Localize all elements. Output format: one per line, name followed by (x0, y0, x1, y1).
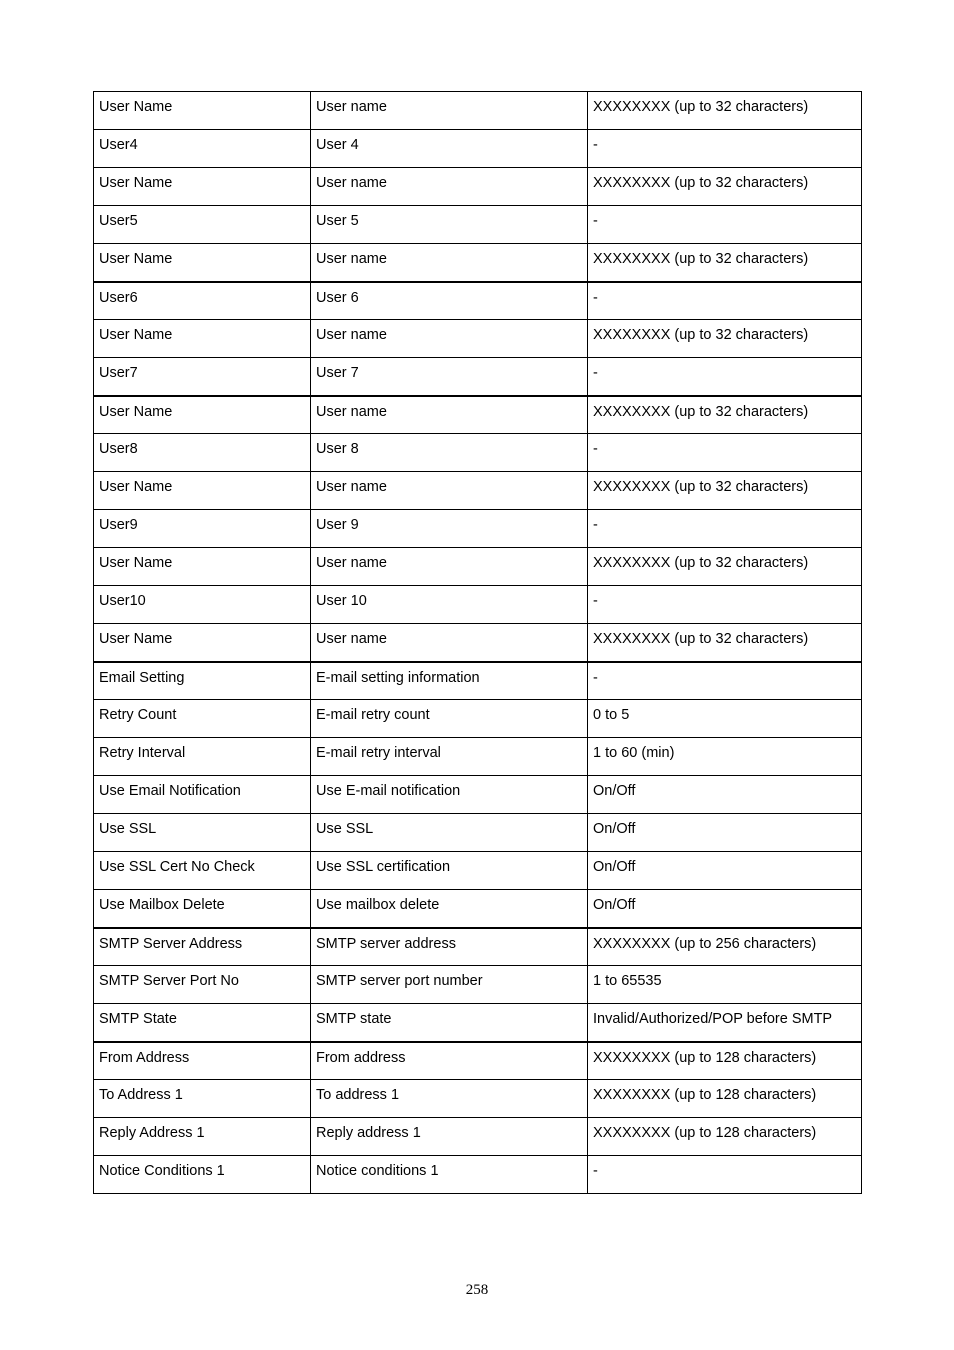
item-cell: User Name (94, 624, 311, 662)
item-cell: User7 (94, 358, 311, 396)
item-cell: SMTP Server Address (94, 928, 311, 966)
value-cell: XXXXXXXX (up to 32 characters) (588, 548, 862, 586)
item-cell: Use SSL Cert No Check (94, 852, 311, 890)
value-cell: On/Off (588, 814, 862, 852)
table-row (94, 206, 862, 244)
value-cell: - (588, 1156, 862, 1194)
table-row (94, 282, 862, 320)
description-cell: User 9 (311, 510, 588, 548)
item-cell: User Name (94, 472, 311, 510)
item-cell: Use Email Notification (94, 776, 311, 814)
table-row (94, 1118, 862, 1156)
description-cell: SMTP server address (311, 928, 588, 966)
item-cell: Use SSL (94, 814, 311, 852)
table-row (94, 890, 862, 928)
value-cell: XXXXXXXX (up to 32 characters) (588, 624, 862, 662)
description-cell: Notice conditions 1 (311, 1156, 588, 1194)
page-number: 258 (465, 1282, 489, 1298)
description-cell: User name (311, 320, 588, 358)
table-row (94, 814, 862, 852)
description-cell: User name (311, 244, 588, 282)
value-cell: XXXXXXXX (up to 32 characters) (588, 92, 862, 130)
item-cell: User9 (94, 510, 311, 548)
description-cell: User name (311, 396, 588, 434)
description-cell: User 6 (311, 282, 588, 320)
table-row (94, 966, 862, 1004)
value-cell: On/Off (588, 890, 862, 928)
value-cell: Invalid/Authorized/POP before SMTP (588, 1004, 862, 1042)
table-row (94, 928, 862, 966)
item-cell: User Name (94, 320, 311, 358)
description-cell: User name (311, 624, 588, 662)
description-cell: E-mail retry count (311, 700, 588, 738)
table-row (94, 624, 862, 662)
value-cell: XXXXXXXX (up to 128 characters) (588, 1118, 862, 1156)
value-cell: XXXXXXXX (up to 256 characters) (588, 928, 862, 966)
value-cell: - (588, 434, 862, 472)
table-row (94, 776, 862, 814)
item-cell: Retry Interval (94, 738, 311, 776)
value-cell: 1 to 60 (min) (588, 738, 862, 776)
item-cell: User Name (94, 92, 311, 130)
table-row (94, 434, 862, 472)
table-row (94, 358, 862, 396)
table-row (94, 244, 862, 282)
description-cell: E-mail setting information (311, 662, 588, 700)
value-cell: XXXXXXXX (up to 32 characters) (588, 244, 862, 282)
item-cell: Reply Address 1 (94, 1118, 311, 1156)
item-cell: User10 (94, 586, 311, 624)
description-cell: Use E-mail notification (311, 776, 588, 814)
item-cell: Notice Conditions 1 (94, 1156, 311, 1194)
item-cell: User5 (94, 206, 311, 244)
description-cell: Use mailbox delete (311, 890, 588, 928)
description-cell: To address 1 (311, 1080, 588, 1118)
table-row (94, 396, 862, 434)
table-row (94, 130, 862, 168)
value-cell: On/Off (588, 852, 862, 890)
value-cell: XXXXXXXX (up to 32 characters) (588, 396, 862, 434)
value-cell: - (588, 510, 862, 548)
table-row (94, 510, 862, 548)
table-row (94, 852, 862, 890)
table-row (94, 168, 862, 206)
item-cell: User6 (94, 282, 311, 320)
value-cell: 1 to 65535 (588, 966, 862, 1004)
table-row (94, 472, 862, 510)
table-row (94, 700, 862, 738)
item-cell: User4 (94, 130, 311, 168)
description-cell: User 5 (311, 206, 588, 244)
table-row (94, 548, 862, 586)
item-cell: Use Mailbox Delete (94, 890, 311, 928)
item-cell: SMTP Server Port No (94, 966, 311, 1004)
value-cell: - (588, 586, 862, 624)
table-row (94, 1080, 862, 1118)
item-cell: Email Setting (94, 662, 311, 700)
table-row (94, 662, 862, 700)
value-cell: - (588, 282, 862, 320)
description-cell: Use SSL certification (311, 852, 588, 890)
item-cell: User Name (94, 548, 311, 586)
description-cell: SMTP server port number (311, 966, 588, 1004)
value-cell: XXXXXXXX (up to 32 characters) (588, 472, 862, 510)
description-cell: User 4 (311, 130, 588, 168)
description-cell: Reply address 1 (311, 1118, 588, 1156)
item-cell: User Name (94, 396, 311, 434)
value-cell: XXXXXXXX (up to 128 characters) (588, 1042, 862, 1080)
table-row (94, 1156, 862, 1194)
value-cell: XXXXXXXX (up to 128 characters) (588, 1080, 862, 1118)
description-cell: User 7 (311, 358, 588, 396)
value-cell: - (588, 206, 862, 244)
item-cell: Retry Count (94, 700, 311, 738)
item-cell: User8 (94, 434, 311, 472)
item-cell: To Address 1 (94, 1080, 311, 1118)
item-cell: User Name (94, 244, 311, 282)
value-cell: - (588, 358, 862, 396)
description-cell: User name (311, 92, 588, 130)
description-cell: From address (311, 1042, 588, 1080)
description-cell: E-mail retry interval (311, 738, 588, 776)
value-cell: XXXXXXXX (up to 32 characters) (588, 320, 862, 358)
table-row (94, 586, 862, 624)
table-row (94, 320, 862, 358)
item-cell: From Address (94, 1042, 311, 1080)
table-row (94, 1004, 862, 1042)
value-cell: - (588, 662, 862, 700)
table-row (94, 738, 862, 776)
value-cell: XXXXXXXX (up to 32 characters) (588, 168, 862, 206)
table-row (94, 92, 862, 130)
settings-table (93, 91, 862, 1194)
description-cell: User name (311, 168, 588, 206)
description-cell: User 10 (311, 586, 588, 624)
description-cell: Use SSL (311, 814, 588, 852)
value-cell: - (588, 130, 862, 168)
item-cell: SMTP State (94, 1004, 311, 1042)
value-cell: 0 to 5 (588, 700, 862, 738)
table-row (94, 1042, 862, 1080)
description-cell: SMTP state (311, 1004, 588, 1042)
item-cell: User Name (94, 168, 311, 206)
value-cell: On/Off (588, 776, 862, 814)
description-cell: User name (311, 472, 588, 510)
description-cell: User name (311, 548, 588, 586)
description-cell: User 8 (311, 434, 588, 472)
